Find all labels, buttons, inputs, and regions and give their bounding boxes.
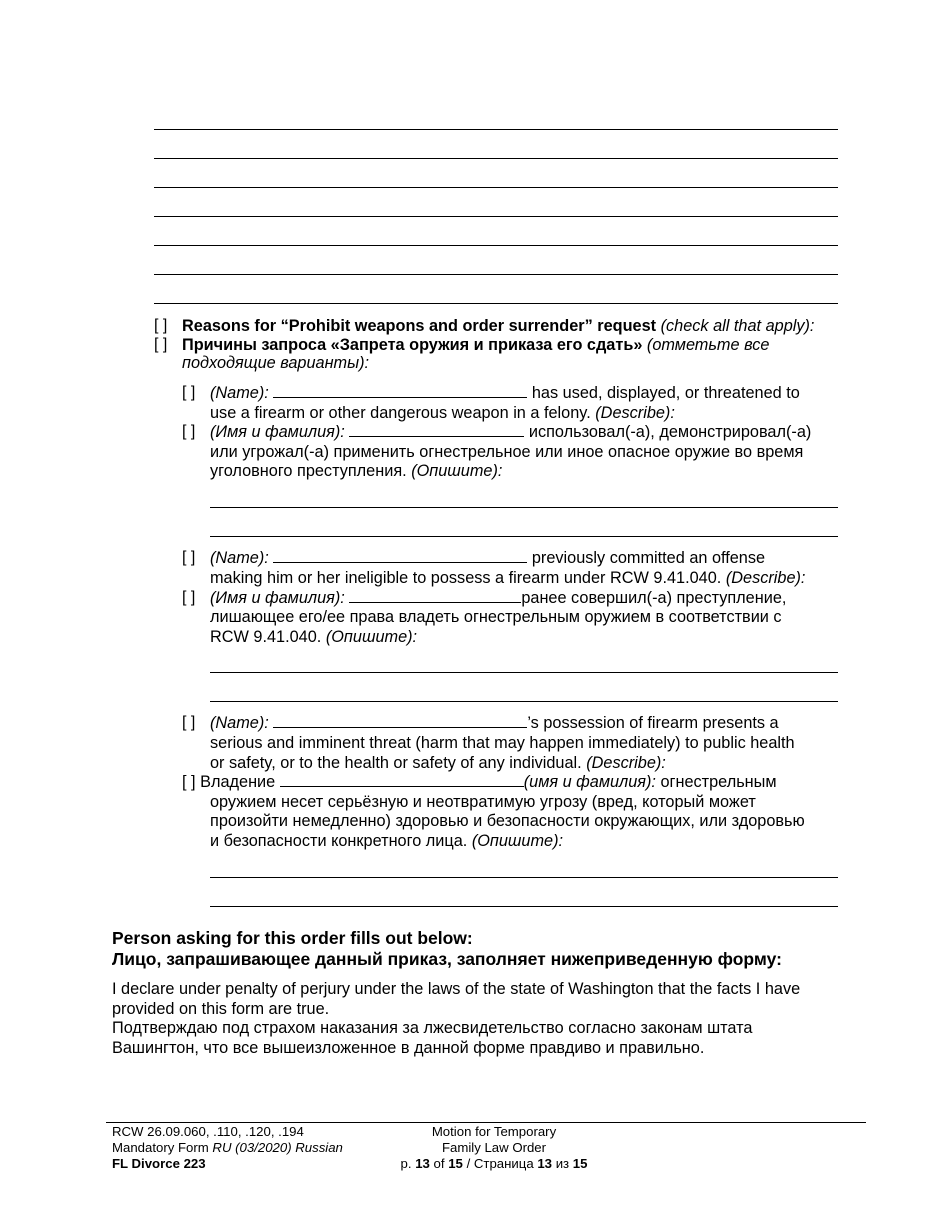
threat-name-field-ru[interactable]	[280, 772, 524, 787]
footer-rcw: RCW 26.09.060, .110, .120, .194	[112, 1124, 304, 1139]
weapons-title-ru	[182, 335, 769, 355]
footer-page-prefix: p.	[400, 1156, 412, 1171]
footer-form-version: RU (03/2020) Russian	[212, 1140, 343, 1155]
ineligible-name-label-en: (Name):	[210, 549, 269, 567]
ineligible-line-en-2	[210, 568, 805, 588]
threat-describe-line[interactable]	[210, 906, 838, 907]
threat-text-ru-3: произойти немедленно) здоровью и безопасности окружающих, или здоровью	[210, 812, 805, 830]
ineligible-name-label-ru: (Имя и фамилия):	[210, 589, 345, 607]
threat-name-field-en[interactable]	[273, 713, 527, 728]
ineligible-describe-en: (Describe):	[725, 569, 806, 587]
footer-page-num-ru: 13	[537, 1156, 553, 1171]
felony-name-label-en: (Name):	[210, 384, 269, 402]
ineligible-text-ru-1: ранее совершил(-а) преступление,	[521, 589, 787, 607]
felony-name-label-ru: (Имя и фамилия):	[210, 423, 345, 441]
blank-line[interactable]	[154, 187, 838, 188]
threat-text-ru-1: огнестрельным	[660, 773, 777, 791]
footer-page-total-ru: 15	[572, 1156, 588, 1171]
footer-page-number	[401, 1156, 588, 1172]
weapons-hint-en: (check all that apply):	[660, 317, 815, 335]
ineligible-line-en-1	[210, 548, 765, 568]
ineligible-text-ru-3: RCW 9.41.040.	[210, 628, 322, 646]
ineligible-describe-line[interactable]	[210, 701, 838, 702]
declaration-en-2: provided on this form are true.	[112, 1000, 330, 1018]
felony-checkbox-en[interactable]: [ ]	[182, 384, 196, 401]
threat-checkbox-en[interactable]: [ ]	[182, 714, 196, 731]
ineligible-describe-line[interactable]	[210, 672, 838, 673]
blank-line[interactable]	[154, 303, 838, 304]
felony-line-ru-3	[210, 461, 502, 481]
footer-mandatory-form: Mandatory Form	[112, 1140, 209, 1155]
ineligible-text-en-2: making him or her ineligible to possess a firearm under RCW 9.41.040.	[210, 569, 722, 587]
felony-name-field-en[interactable]	[273, 383, 527, 398]
threat-name-label-en: (Name):	[210, 714, 269, 732]
threat-line-en-3	[210, 753, 666, 773]
weapons-checkbox-en[interactable]: [ ]	[154, 317, 168, 334]
weapons-checkbox-ru[interactable]: [ ]	[154, 336, 168, 353]
ineligible-checkbox-ru[interactable]: [ ]	[182, 589, 196, 606]
footer-page-of-ru: из	[555, 1156, 570, 1171]
ineligible-line-ru-3	[210, 627, 417, 647]
footer-page-total: 15	[448, 1156, 463, 1171]
declaration-ru-1: Подтверждаю под страхом наказания за лжесвидетельство согласно законам штата	[112, 1019, 753, 1037]
felony-line-en-1	[210, 383, 800, 403]
threat-prefix-ru: [ ] Владение	[182, 773, 276, 791]
felony-describe-line[interactable]	[210, 536, 838, 537]
declaration-ru-2: Вашингтон, что все вышеизложенное в данной форме правдиво и правильно.	[112, 1039, 705, 1057]
ineligible-text-en-1: previously committed an offense	[531, 549, 766, 567]
threat-describe-line[interactable]	[210, 877, 838, 878]
threat-describe-en: (Describe):	[586, 754, 666, 772]
footer-title-1: Motion for Temporary	[431, 1124, 557, 1139]
footer-form-id: FL Divorce 223	[112, 1156, 206, 1171]
threat-text-ru-2: оружием несет серьёзную и неотвратимую угрозу (вред, который может	[210, 793, 756, 811]
threat-text-en-2: serious and imminent threat (harm that may happen immediately) to public health	[210, 734, 795, 752]
threat-text-en-3: or safety, or to the health or safety of any individual.	[210, 754, 582, 772]
weapons-hint-ru-2: подходящие варианты):	[182, 354, 370, 372]
threat-line-ru-1	[182, 772, 777, 792]
ineligible-text-ru-2: лишающее его/ее права владеть огнестрельным оружием в соответствии с	[210, 608, 782, 626]
footer-page-sep: / Страница	[466, 1156, 534, 1171]
ineligible-checkbox-en[interactable]: [ ]	[182, 549, 196, 566]
blank-line[interactable]	[154, 274, 838, 275]
ineligible-name-field-ru[interactable]	[349, 588, 521, 603]
felony-text-ru-3: уголовного преступления.	[210, 462, 407, 480]
declaration-en-1: I declare under penalty of perjury under the laws of the state of Washington that the facts I have	[112, 980, 801, 998]
felony-describe-ru: (Опишите):	[411, 462, 503, 480]
signature-heading-ru: Лицо, запрашивающее данный приказ, заполняет нижеприведенную форму:	[112, 949, 782, 969]
weapons-title-en	[182, 316, 814, 336]
footer-form-line	[112, 1140, 343, 1156]
weapons-hint-ru: (отметьте все	[646, 336, 770, 354]
felony-text-ru-1: использовал(-а), демонстрировал(-а)	[528, 423, 812, 441]
threat-text-en-1: ’s possession of firearm presents a	[527, 714, 779, 732]
weapons-title-en-text: Reasons for “Prohibit weapons and order surrender” request	[182, 317, 657, 335]
threat-name-label-ru: (имя и фамилия):	[523, 773, 656, 791]
felony-checkbox-ru[interactable]: [ ]	[182, 423, 196, 440]
felony-text-ru-2: или угрожал(-а) применить огнестрельное или иное опасное оружие во время	[210, 443, 804, 461]
felony-line-ru-1	[210, 422, 811, 442]
footer-page-num: 13	[415, 1156, 430, 1171]
blank-line[interactable]	[154, 245, 838, 246]
blank-line[interactable]	[154, 158, 838, 159]
blank-line[interactable]	[154, 129, 838, 130]
felony-text-en-2: use a firearm or other dangerous weapon in a felony.	[210, 404, 591, 422]
felony-describe-line[interactable]	[210, 507, 838, 508]
footer-title-2: Family Law Order	[441, 1140, 547, 1155]
weapons-title-ru-text: Причины запроса «Запрета оружия и приказа его сдать»	[182, 336, 643, 354]
ineligible-describe-ru: (Опишите):	[325, 628, 418, 646]
footer-rule	[106, 1122, 866, 1123]
signature-heading-en: Person asking for this order fills out below:	[112, 928, 473, 948]
felony-name-field-ru[interactable]	[349, 422, 524, 437]
footer-page-of: of	[433, 1156, 445, 1171]
ineligible-name-field-en[interactable]	[273, 548, 527, 563]
blank-line[interactable]	[154, 216, 838, 217]
felony-text-en-1: has used, displayed, or threatened to	[531, 384, 800, 402]
threat-text-ru-4: и безопасности конкретного лица.	[210, 832, 468, 850]
threat-line-en-1	[210, 713, 779, 733]
threat-line-ru-4	[210, 831, 563, 851]
threat-describe-ru: (Опишите):	[471, 832, 564, 850]
felony-describe-en: (Describe):	[595, 404, 675, 422]
felony-line-en-2	[210, 403, 675, 423]
ineligible-line-ru-1	[210, 588, 786, 608]
